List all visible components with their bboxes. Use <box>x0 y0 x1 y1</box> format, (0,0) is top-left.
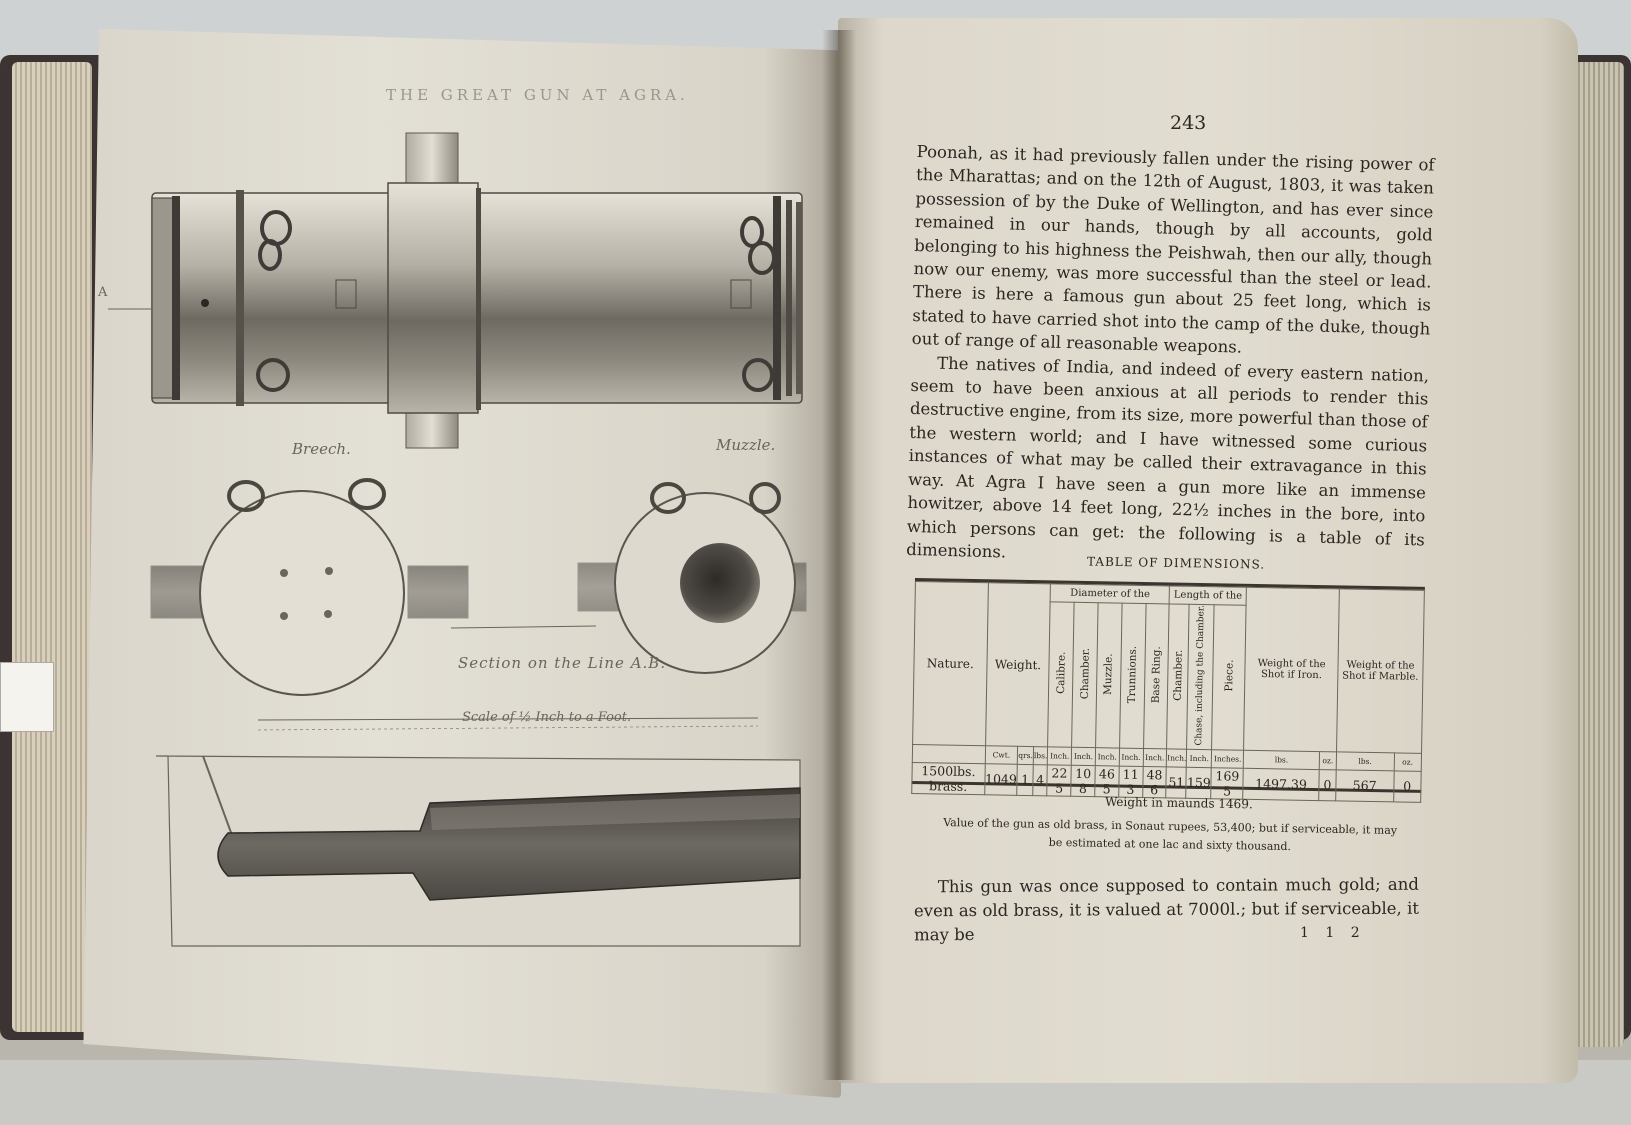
header-chase: Chase, including the Chamber. <box>1194 604 1207 746</box>
table-title: TABLE OF DIMENSIONS. <box>1086 554 1266 572</box>
paragraph-2: The natives of India, and indeed of every eastern nation, seem to have been anxious at all periods to render this destructive engine, from its size, more powerful than those of the western world; and I have witnessed some curious instances of what may be called their extravagance in this way. At Agra I have seen a gun more like an immense howitzer, above 14 feet long, 22½ inches in the bore, into which persons can get: the following is a table of its dimensions. <box>906 353 1430 562</box>
unit-cell: Inch. <box>1048 746 1072 764</box>
signature-mark: 1 1 2 <box>1300 925 1366 941</box>
dimensions-table <box>911 578 1425 799</box>
plate-title: THE GREAT GUN AT AGRA. <box>386 86 689 104</box>
table-cell: 169 5 <box>1211 767 1243 799</box>
header-length-chamber: Chamber. <box>1171 649 1185 701</box>
header-weight: Weight. <box>985 583 1051 747</box>
table-cell: 0 <box>1319 769 1337 800</box>
unit-cell: oz. <box>1319 751 1336 769</box>
muzzle-end-view <box>578 484 806 673</box>
scale-label: Scale of ½ Inch to a Foot. <box>462 710 632 725</box>
cannon-engraving <box>68 18 838 1068</box>
breech-end-view <box>151 480 468 695</box>
unit-cell: qrs. <box>1018 746 1034 764</box>
body-text <box>906 140 1435 575</box>
header-trunnions: Trunnions. <box>1125 645 1139 703</box>
table-cell: 567 <box>1336 769 1394 801</box>
unit-cell: Inches. <box>1212 749 1244 768</box>
table-cell: 46 5 <box>1095 765 1119 796</box>
table-cell: 0 <box>1393 770 1421 801</box>
header-length: Length of the <box>1169 586 1246 605</box>
table-cell: 1497.39 <box>1243 768 1319 800</box>
unit-cell: oz. <box>1394 752 1422 770</box>
table-cell: 1500lbs. brass. <box>912 762 985 794</box>
unit-cell: lbs. <box>1336 751 1394 770</box>
table-cell: 4 <box>1033 764 1048 795</box>
table-cell: 10 8 <box>1071 765 1095 796</box>
paragraph-1: Poonah, as it had previously fallen under the rising power of the Mharattas; and on the 12th of August, 1803, it was taken possession of by the Duke of Wellington, and has ever since remained in our hands, though by all accounts, gold belonging to his highness the Peishwah, then our ally, though now our enemy, was more successful than the steel or lead. There is here a famous gun about 25 feet long, which is stated to have carried shot into the camp of the duke, though out of range of all reasonable weapons. <box>911 141 1435 357</box>
unit-cell: Inch. <box>1119 748 1143 766</box>
unit-cell: Inch. <box>1143 748 1167 766</box>
unit-cell: lbs. <box>1033 746 1048 764</box>
table-cell: 1 <box>1017 764 1033 795</box>
page-number: 243 <box>1170 112 1207 134</box>
unit-cell: lbs. <box>1243 750 1319 769</box>
weight-note: Weight in maunds 1469. <box>1104 794 1253 812</box>
unit-cell: Inch. <box>1167 749 1188 767</box>
unit-cell: Inch. <box>1095 747 1119 765</box>
table-cell: 48 6 <box>1142 766 1166 797</box>
unit-cell: Inch. <box>1071 747 1095 765</box>
header-piece: Piece. <box>1222 659 1236 692</box>
header-shot-iron: Weight of the Shot if Iron. <box>1244 587 1340 751</box>
header-chamber: Chamber. <box>1078 647 1092 699</box>
header-shot-marble: Weight of the Shot if Marble. <box>1337 589 1425 753</box>
muzzle-label: Muzzle. <box>716 436 776 454</box>
table-cell: 51 <box>1166 767 1187 798</box>
closing-paragraph: This gun was once supposed to contain much gold; and even as old brass, it is valued at 7000l.; but if serviceable, it may be <box>913 874 1420 945</box>
table-cell: 11 3 <box>1118 766 1142 797</box>
table-cell: 1049 <box>984 763 1017 795</box>
cannon-longitudinal-section <box>156 756 800 946</box>
table-cell: 159 <box>1186 767 1211 798</box>
section-label: Section on the Line A.B. <box>458 654 667 672</box>
unit-cell: Cwt. <box>985 745 1018 764</box>
header-muzzle: Muzzle. <box>1102 652 1116 695</box>
cannon-top-view <box>108 133 802 448</box>
bookmark-tab <box>0 662 54 732</box>
header-base-ring: Base Ring. <box>1149 645 1163 704</box>
value-note: Value of the gun as old brass, in Sonaut rupees, 53,400; but if serviceable, it may be estimated at one lac and sixty thousand. <box>943 816 1398 854</box>
table-cell: 22 5 <box>1047 764 1071 795</box>
header-calibre: Calibre. <box>1054 651 1068 695</box>
point-a-label: A <box>98 285 108 300</box>
header-diameter: Diameter of the <box>1051 584 1170 604</box>
breech-label: Breech. <box>292 440 351 458</box>
unit-cell: Inch. <box>1187 749 1212 767</box>
header-nature: Nature. <box>913 582 988 746</box>
